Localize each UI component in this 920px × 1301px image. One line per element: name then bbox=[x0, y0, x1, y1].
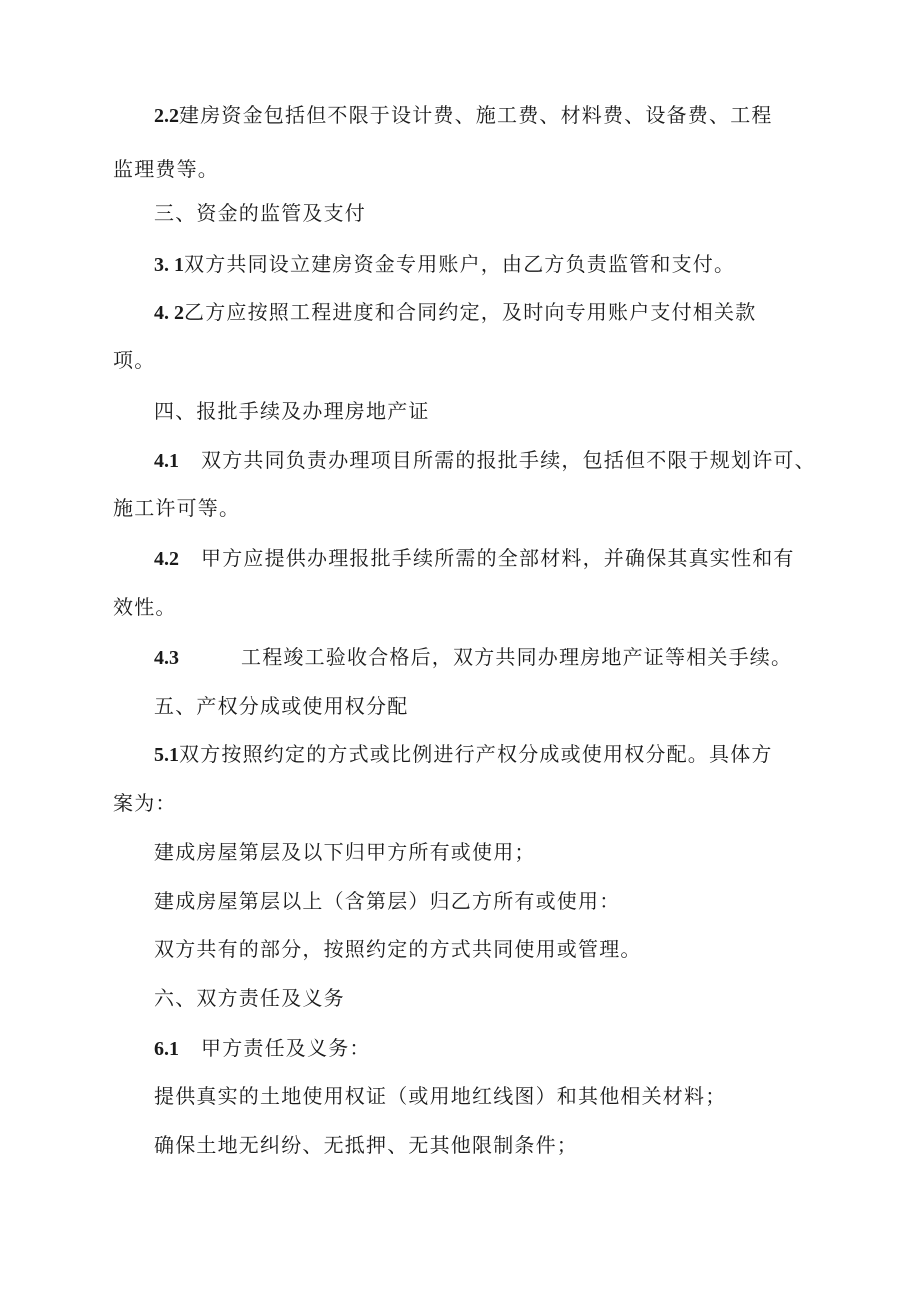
item-text: 确保土地无纠纷、无抵押、无其他限制条件； bbox=[154, 1133, 578, 1157]
clause-text: 建房资金包括但不限于设计费、施工费、材料费、设备费、工程 bbox=[179, 103, 773, 127]
clause-4-1-line1 bbox=[154, 446, 816, 475]
clause-4-2-line1 bbox=[154, 544, 795, 573]
clause-number: 4.1 bbox=[154, 450, 179, 472]
clause-3-2-line1 bbox=[154, 298, 756, 327]
clause-text: 效性。 bbox=[113, 595, 177, 619]
list-item-b bbox=[154, 887, 620, 915]
list-item-c bbox=[154, 935, 642, 963]
clause-text: 双方按照约定的方式或比例进行产权分成或使用权分配。具体方 bbox=[179, 742, 773, 766]
section-heading-3 bbox=[154, 199, 366, 227]
clause-4-3 bbox=[154, 643, 792, 672]
clause-6-1 bbox=[154, 1034, 371, 1063]
clause-text: 双方共同负责办理项目所需的报批手续，包括但不限于规划许可、 bbox=[201, 448, 816, 472]
section-heading-4 bbox=[154, 397, 430, 425]
clause-text: 甲方责任及义务： bbox=[201, 1036, 371, 1060]
item-text: 建成房屋第层及以下归甲方所有或使用； bbox=[154, 840, 536, 864]
clause-number: 3. 1 bbox=[154, 254, 184, 276]
clause-text: 乙方应按照工程进度和合同约定，及时向专用账户支付相关款 bbox=[184, 300, 757, 324]
clause-2-2-line2 bbox=[113, 155, 219, 183]
clause-text: 双方共同设立建房资金专用账户，由乙方负责监管和支付。 bbox=[184, 252, 736, 276]
item-text: 双方共有的部分，按照约定的方式共同使用或管理。 bbox=[154, 937, 642, 961]
clause-3-1 bbox=[154, 250, 735, 279]
heading-text: 五、产权分成或使用权分配 bbox=[154, 694, 409, 718]
heading-text: 三、资金的监管及支付 bbox=[154, 201, 366, 225]
clause-number: 5.1 bbox=[154, 744, 179, 766]
clause-text: 施工许可等。 bbox=[113, 496, 241, 520]
clause-text: 项。 bbox=[113, 348, 156, 372]
clause-text: 甲方应提供办理报批手续所需的全部材料，并确保其真实性和有 bbox=[201, 546, 795, 570]
clause-3-2-line2 bbox=[113, 346, 155, 374]
clause-4-1-line2 bbox=[113, 494, 240, 522]
heading-text: 六、双方责任及义务 bbox=[154, 986, 345, 1010]
clause-5-1-line2 bbox=[113, 789, 177, 817]
list-item-d bbox=[154, 1082, 726, 1110]
clause-5-1-line1 bbox=[154, 740, 773, 769]
item-text: 建成房屋第层以上（含第层）归乙方所有或使用： bbox=[154, 889, 621, 913]
list-item-e bbox=[154, 1131, 578, 1159]
clause-number: 6.1 bbox=[154, 1038, 179, 1060]
clause-text: 监理费等。 bbox=[113, 157, 219, 181]
clause-text: 案为： bbox=[113, 791, 177, 815]
clause-text: 工程竣工验收合格后，双方共同办理房地产证等相关手续。 bbox=[241, 645, 793, 669]
clause-number: 2.2 bbox=[154, 105, 179, 127]
section-heading-6 bbox=[154, 984, 345, 1012]
list-item-a bbox=[154, 838, 536, 866]
heading-text: 四、报批手续及办理房地产证 bbox=[154, 399, 430, 423]
section-heading-5 bbox=[154, 692, 408, 720]
clause-4-2-line2 bbox=[113, 593, 177, 621]
item-text: 提供真实的土地使用权证（或用地红线图）和其他相关材料； bbox=[154, 1084, 727, 1108]
clause-number: 4.2 bbox=[154, 548, 179, 570]
clause-number: 4.3 bbox=[154, 647, 179, 669]
clause-number: 4. 2 bbox=[154, 302, 184, 324]
clause-2-2-line1 bbox=[154, 101, 773, 130]
